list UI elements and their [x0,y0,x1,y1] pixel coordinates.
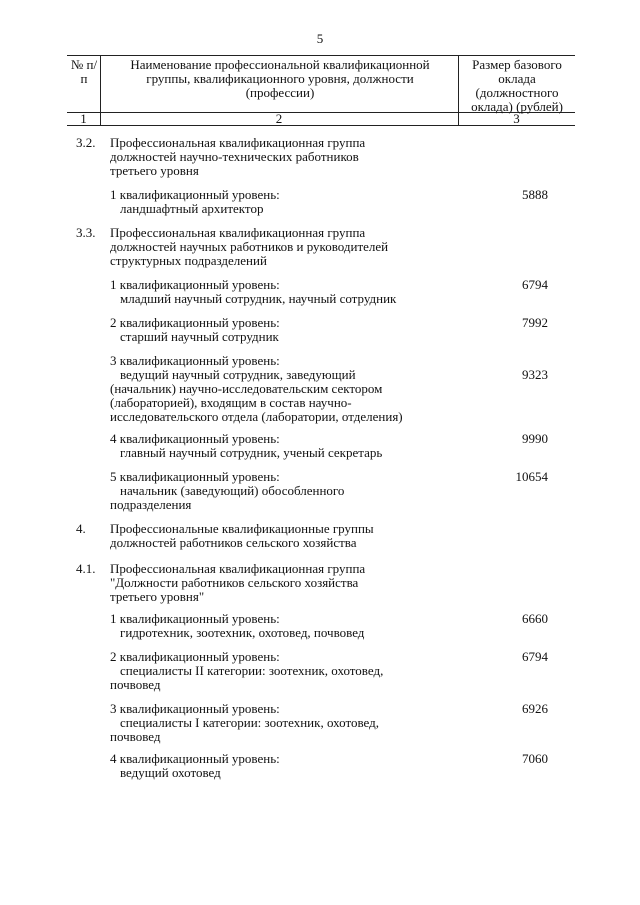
level-positions-line: (начальник) научно-исследовательским сектором [110,381,383,396]
salary-value: 6660 [522,611,548,626]
salary-value: 6794 [522,649,548,664]
level-title: 1 квалификационный уровень: [110,187,280,202]
page-number: 5 [316,31,324,46]
level-positions-line: начальник (заведующий) обособленного [120,483,345,498]
group-title-line: Профессиональная квалификационная группа [110,135,366,150]
level-positions: гидротехник, зоотехник, охотовед, почвовед [120,625,365,640]
header-col-name: Наименование профессиональной квалификационной группы, квалификационного уровня, должности (профессии) [130,57,430,100]
level-positions: ведущий охотовед [120,765,221,780]
group-title [110,226,450,268]
group-title-line: должностей научных работников и руководителей [110,239,389,254]
level-positions-line: подразделения [110,497,192,512]
level-title: 1 квалификационный уровень: [110,277,280,292]
level-entry [110,354,450,424]
group-title [110,136,450,178]
header-top-rule [67,55,575,56]
level-title: 2 квалификационный уровень: [110,649,280,664]
level-entry [110,650,450,692]
level-entry [110,470,450,512]
group-title-line: должностей научно-технических работников [110,149,359,164]
salary-value: 10654 [515,469,548,484]
level-title: 3 квалификационный уровень: [110,353,280,368]
row-number: 3.2. [76,135,96,150]
header-index-3: 3 [513,111,520,126]
level-title: 4 квалификационный уровень: [110,751,280,766]
group-title-line: Профессиональная квалификационная группа [110,561,366,576]
salary-value: 6926 [522,701,548,716]
group-title-line: структурных подразделений [110,253,267,268]
header-index-2: 2 [275,111,283,126]
level-positions-line: специалисты II категории: зоотехник, охотовед, [120,663,384,678]
level-entry [110,316,450,344]
salary-value: 6794 [522,277,548,292]
group-title-line: третьего уровня" [110,589,205,604]
header-index-1: 1 [80,111,87,126]
level-title: 4 квалификационный уровень: [110,431,280,446]
level-entry [110,188,450,216]
header-col-number: № п/п [70,57,98,86]
salary-value: 5888 [522,187,548,202]
level-title: 5 квалификационный уровень: [110,469,280,484]
level-entry [110,432,450,460]
salary-value: 7992 [522,315,548,330]
level-positions-line: ведущий научный сотрудник, заведующий [120,367,356,382]
level-positions-line: исследовательского отдела (лаборатории, отделения) [110,409,403,424]
row-number: 4. [76,521,86,536]
level-positions: ландшафтный архитектор [120,201,264,216]
level-title: 1 квалификационный уровень: [110,611,280,626]
level-title: 2 квалификационный уровень: [110,315,280,330]
level-title: 3 квалификационный уровень: [110,701,280,716]
salary-value: 9990 [522,431,548,446]
level-entry [110,278,450,306]
level-positions: старший научный сотрудник [120,329,279,344]
row-number: 3.3. [76,225,96,240]
group-title [110,562,450,604]
group-title [110,522,450,550]
group-title-line: должностей работников сельского хозяйства [110,535,357,550]
header-col-salary: Размер базового оклада (должностного оклада) (рублей) [471,57,563,114]
level-positions-line: специалисты I категории: зоотехник, охотовед, [120,715,379,730]
salary-value: 9323 [522,367,548,382]
group-title-line: Профессиональные квалификационные группы [110,521,374,536]
level-positions-line: (лабораторией), входящим в состав научно- [110,395,352,410]
level-positions: главный научный сотрудник, ученый секретарь [120,445,383,460]
salary-value: 7060 [522,751,548,766]
group-title-line: Профессиональная квалификационная группа [110,225,366,240]
row-number: 4.1. [76,561,96,576]
level-entry [110,702,450,744]
group-title-line: "Должности работников сельского хозяйства [110,575,359,590]
level-entry [110,752,450,780]
level-positions-line: почвовед [110,729,161,744]
level-entry [110,612,450,640]
group-title-line: третьего уровня [110,163,199,178]
level-positions: младший научный сотрудник, научный сотрудник [120,291,397,306]
level-positions-line: почвовед [110,677,161,692]
